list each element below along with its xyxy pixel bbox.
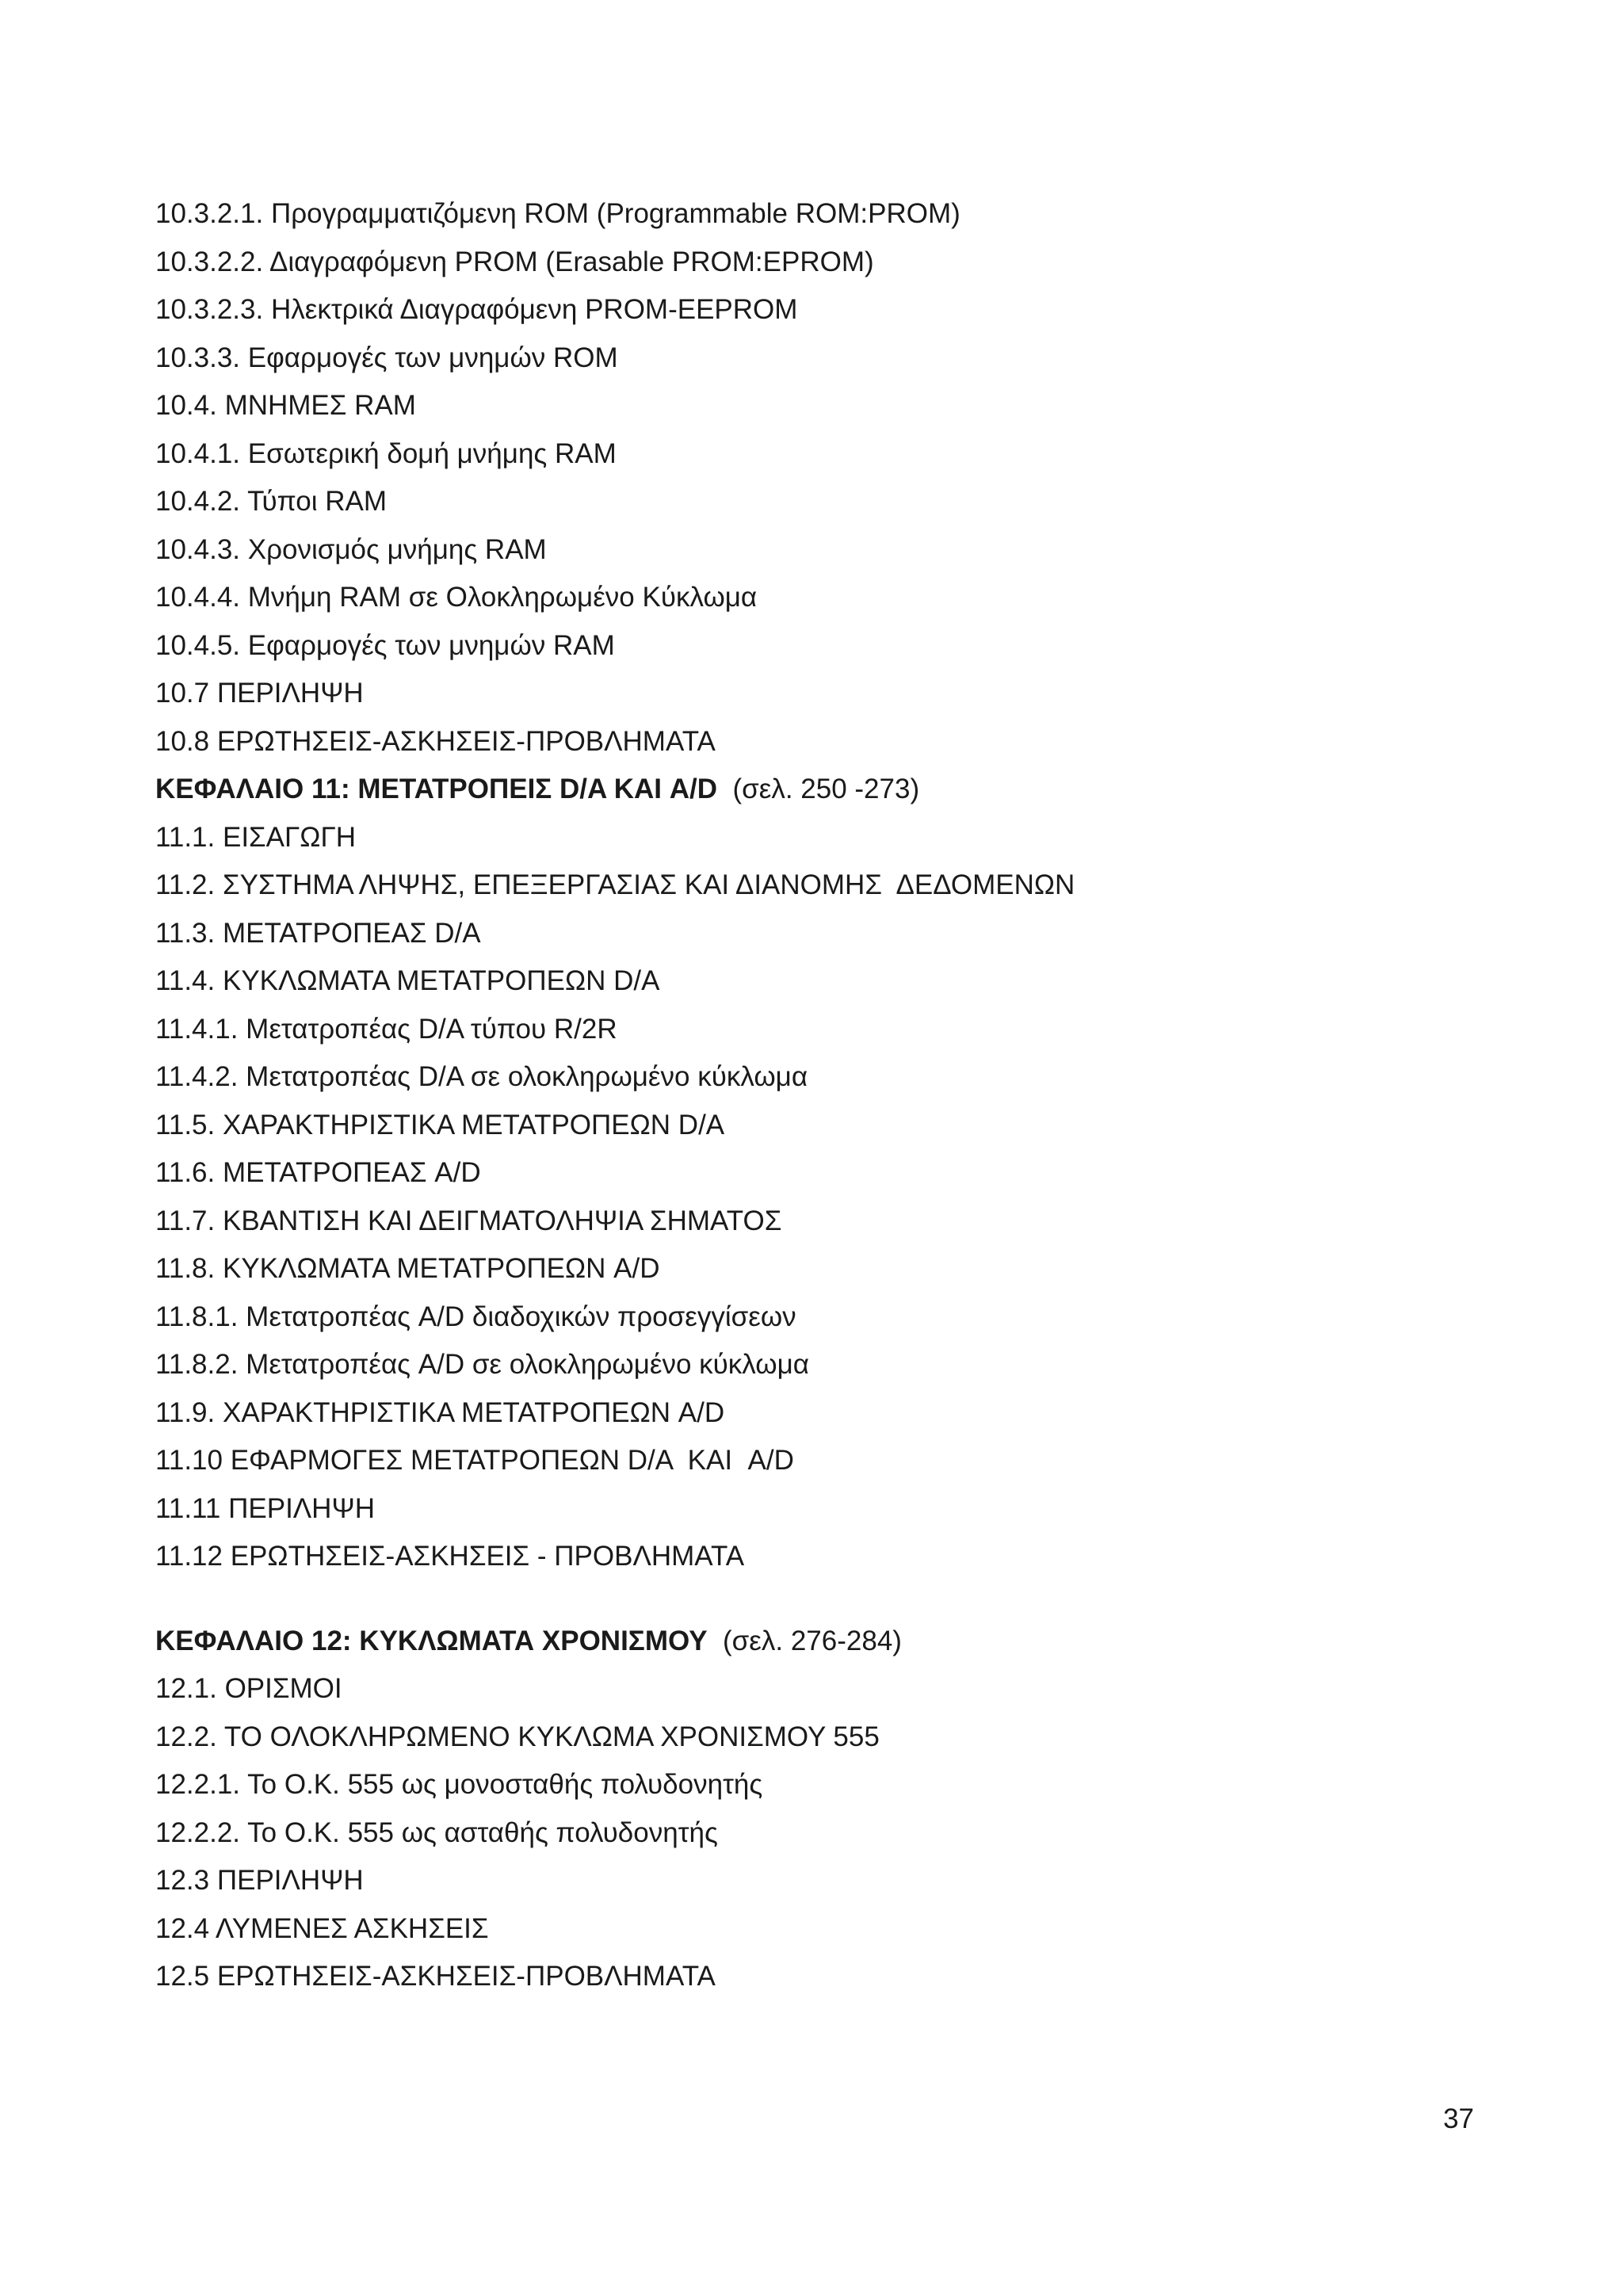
toc-entry: 11.3. ΜΕΤΑΤΡΟΠΕΑΣ D/A xyxy=(155,917,481,949)
toc-entry: 11.8.2. Μετατροπέας A/D σε ολοκληρωμένο κύκλωμα xyxy=(155,1349,809,1380)
toc-entry: 10.7 ΠΕΡΙΛΗΨΗ xyxy=(155,678,364,709)
chapter-12-heading xyxy=(155,1618,1503,1666)
toc-entry: 11.1. ΕΙΣΑΓΩΓΗ xyxy=(155,821,357,853)
toc-entry: 11.8.1. Μετατροπέας A/D διαδοχικών προσεγγίσεων xyxy=(155,1301,796,1332)
toc-entry: 11.10 ΕΦΑΡΜΟΓΕΣ ΜΕΤΑΤΡΟΠΕΩΝ D/A ΚΑΙ A/D xyxy=(155,1445,794,1476)
toc-entry: 11.4.1. Μετατροπέας D/A τύπου R/2R xyxy=(155,1013,617,1045)
toc-section-chapter-11-entries xyxy=(155,814,1503,1581)
toc-entry: 12.2.1. Το Ο.Κ. 555 ως μονοσταθής πολυδονητής xyxy=(155,1769,763,1800)
toc-entry: 12.1. ΟΡΙΣΜΟΙ xyxy=(155,1673,342,1704)
toc-entry: 10.3.2.3. Ηλεκτρικά Διαγραφόμενη PROM-EEPROM xyxy=(155,294,798,325)
toc-entry: 12.5 ΕΡΩΤΗΣΕΙΣ-ΑΣΚΗΣΕΙΣ-ΠΡΟΒΛΗΜΑΤΑ xyxy=(155,1961,716,1992)
toc-entry: 11.6. ΜΕΤΑΤΡΟΠΕΑΣ A/D xyxy=(155,1157,481,1188)
toc-entry: 10.4.4. Μνήμη RAM σε Ολοκληρωμένο Κύκλωμα xyxy=(155,582,758,613)
toc-entry: 10.3.2.1. Προγραμματιζόμενη ROM (Programmable ROM:PROM) xyxy=(155,198,960,229)
toc-entry: 12.4 ΛΥΜΕΝΕΣ ΑΣΚΗΣΕΙΣ xyxy=(155,1912,489,1944)
toc-entry: 10.4.1. Εσωτερική δομή μνήμης RAM xyxy=(155,437,617,469)
toc-entry: 10.4. ΜΝΗΜΕΣ RAM xyxy=(155,390,416,421)
chapter-11-heading xyxy=(155,766,1503,814)
toc-entry: 12.3 ΠΕΡΙΛΗΨΗ xyxy=(155,1865,364,1896)
toc-entry: 10.3.2.2. Διαγραφόμενη PROM (Erasable PROM:EPROM) xyxy=(155,246,874,277)
toc-entry: 10.4.2. Τύποι RAM xyxy=(155,486,387,517)
toc-section-chapter-10-entries xyxy=(155,190,1503,766)
chapter-12-title: ΚΕΦΑΛΑΙΟ 12: ΚΥΚΛΩΜΑΤΑ ΧΡΟΝΙΣΜΟΥ xyxy=(155,1625,708,1656)
toc-entry: 12.2.2. Το Ο.Κ. 555 ως ασταθής πολυδονητής xyxy=(155,1817,718,1848)
toc-entry: 10.4.3. Χρονισμός μνήμης RAM xyxy=(155,533,547,565)
chapter-11-title: ΚΕΦΑΛΑΙΟ 11: ΜΕΤΑΤΡΟΠΕΙΣ D/A ΚΑΙ A/D xyxy=(155,774,718,804)
toc-entry: 12.2. ΤΟ ΟΛΟΚΛΗΡΩΜΕΝΟ ΚΥΚΛΩΜΑ ΧΡΟΝΙΣΜΟΥ 555 xyxy=(155,1721,880,1752)
toc-entry: 11.5. ΧΑΡΑΚΤΗΡΙΣΤΙΚΑ ΜΕΤΑΤΡΟΠΕΩΝ D/A xyxy=(155,1109,725,1140)
toc-entry: 11.12 ΕΡΩΤΗΣΕΙΣ-ΑΣΚΗΣΕΙΣ - ΠΡΟΒΛΗΜΑΤΑ xyxy=(155,1541,745,1572)
page-number: 37 xyxy=(1443,2103,1474,2134)
toc-entry: 11.7. ΚΒΑΝΤΙΣΗ ΚΑΙ ΔΕΙΓΜΑΤΟΛΗΨΙΑ ΣΗΜΑΤΟΣ xyxy=(155,1205,782,1236)
section-spacer xyxy=(155,1581,1503,1618)
toc-entry: 11.4.2. Μετατροπέας D/A σε ολοκληρωμένο κύκλωμα xyxy=(155,1061,808,1092)
chapter-12-pages: (σελ. 276-284) xyxy=(723,1625,902,1656)
chapter-11-pages: (σελ. 250 -273) xyxy=(732,774,920,804)
toc-entry: 10.8 ΕΡΩΤΗΣΕΙΣ-ΑΣΚΗΣΕΙΣ-ΠΡΟΒΛΗΜΑΤΑ xyxy=(155,725,716,757)
toc-section-chapter-12-entries xyxy=(155,1665,1503,2001)
toc-entry: 10.4.5. Εφαρμογές των μνημών RAM xyxy=(155,629,615,661)
toc-entry: 11.8. ΚΥΚΛΩΜΑΤΑ ΜΕΤΑΤΡΟΠΕΩΝ A/D xyxy=(155,1253,660,1284)
toc-entry: 11.4. ΚΥΚΛΩΜΑΤΑ ΜΕΤΑΤΡΟΠΕΩΝ D/A xyxy=(155,965,660,996)
toc-entry: 11.2. ΣΥΣΤΗΜΑ ΛΗΨΗΣ, ΕΠΕΞΕΡΓΑΣΙΑΣ ΚΑΙ ΔΙΑΝΟΜΗΣ ΔΕΔΟΜΕΝΩΝ xyxy=(155,869,1075,900)
toc-entry: 11.9. ΧΑΡΑΚΤΗΡΙΣΤΙΚΑ ΜΕΤΑΤΡΟΠΕΩΝ A/D xyxy=(155,1396,725,1428)
table-of-contents xyxy=(155,190,1503,2001)
toc-entry: 11.11 ΠΕΡΙΛΗΨΗ xyxy=(155,1492,375,1524)
toc-entry: 10.3.3. Εφαρμογές των μνημών ROM xyxy=(155,342,618,373)
